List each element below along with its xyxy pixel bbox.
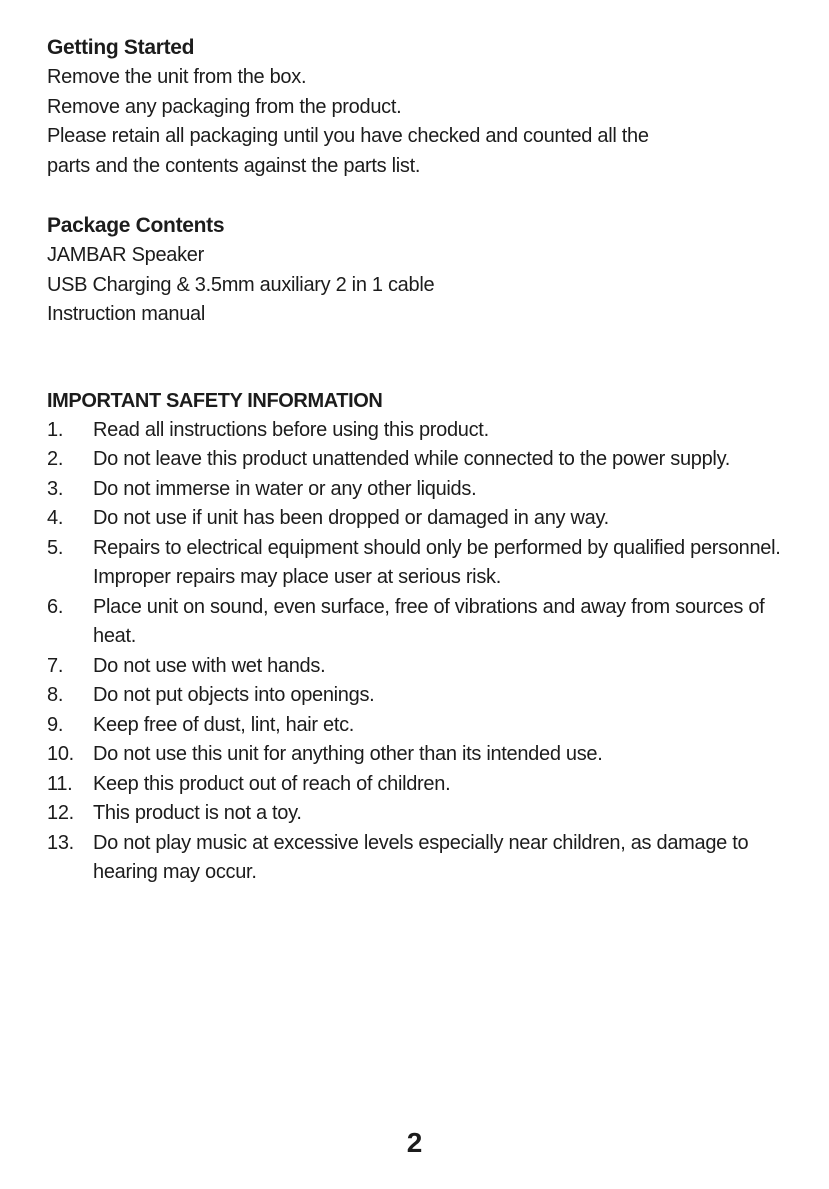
list-item-text: Do not immerse in water or any other liquids. <box>93 477 477 500</box>
list-item-text: Keep free of dust, lint, hair etc. <box>93 713 355 736</box>
list-item-number: 1. <box>47 418 64 441</box>
safety-list-item <box>47 593 797 652</box>
list-item-text: Do not use if unit has been dropped or damaged in any way. <box>93 507 609 529</box>
safety-information-heading: IMPORTANT SAFETY INFORMATION <box>47 389 383 412</box>
list-item-number: 9. <box>47 713 64 736</box>
list-item-number: 6. <box>47 595 64 618</box>
list-item-text: Place unit on sound, even surface, free of vibrations and away from sources of heat. <box>93 595 765 647</box>
manual-page <box>47 33 797 888</box>
list-item-number: 11. <box>47 772 73 795</box>
safety-list-item <box>47 652 797 682</box>
list-item-text: Do not leave this product unattended while connected to the power supply. <box>93 448 731 470</box>
package-contents-heading: Package Contents <box>47 214 225 237</box>
list-item-number: 10. <box>47 743 74 765</box>
list-item-number: 8. <box>47 684 64 706</box>
getting-started-line: parts and the contents against the parts list. <box>47 154 421 177</box>
safety-list-item <box>47 534 797 593</box>
list-item-number: 7. <box>47 654 64 677</box>
safety-list-item <box>47 740 797 770</box>
safety-list-item <box>47 445 797 475</box>
list-item-number: 13. <box>47 831 74 854</box>
page-number: 2 <box>406 1127 423 1158</box>
safety-list-item <box>47 504 797 534</box>
safety-list-item <box>47 770 797 800</box>
getting-started-heading: Getting Started <box>47 36 195 59</box>
list-item-text: Do not use with wet hands. <box>93 654 326 677</box>
safety-list-item <box>47 681 797 711</box>
list-item-text: Do not put objects into openings. <box>93 684 375 706</box>
getting-started-line: Remove the unit from the box. <box>47 66 307 88</box>
list-item-text: Do not use this unit for anything other than its intended use. <box>93 743 603 765</box>
package-contents-item: USB Charging & 3.5mm auxiliary 2 in 1 cable <box>47 273 435 296</box>
safety-list-item <box>47 475 797 505</box>
safety-list-item <box>47 711 797 741</box>
safety-list-item <box>47 416 797 446</box>
safety-list-item <box>47 829 797 888</box>
list-item-text: Do not play music at excessive levels especially near children, as damage to hearing may occur. <box>93 831 749 883</box>
getting-started-line: Please retain all packaging until you have checked and counted all the <box>47 125 649 147</box>
safety-list <box>47 416 797 888</box>
safety-list-item <box>47 799 797 829</box>
list-item-number: 4. <box>47 507 64 529</box>
list-item-number: 5. <box>47 536 64 559</box>
list-item-number: 12. <box>47 802 74 824</box>
list-item-number: 2. <box>47 448 64 470</box>
package-contents-item: Instruction manual <box>47 303 206 325</box>
getting-started-section <box>47 33 797 181</box>
package-contents-item: JAMBAR Speaker <box>47 244 204 266</box>
list-item-text: Repairs to electrical equipment should only be performed by qualified personnel. Improper repairs may place user at serious risk. <box>93 536 781 588</box>
package-contents-section <box>47 211 797 330</box>
safety-information-section <box>47 386 797 888</box>
list-item-text: Read all instructions before using this product. <box>93 418 489 441</box>
list-item-text: Keep this product out of reach of children. <box>93 772 451 795</box>
getting-started-line: Remove any packaging from the product. <box>47 95 402 118</box>
list-item-text: This product is not a toy. <box>93 802 302 824</box>
list-item-number: 3. <box>47 477 64 500</box>
